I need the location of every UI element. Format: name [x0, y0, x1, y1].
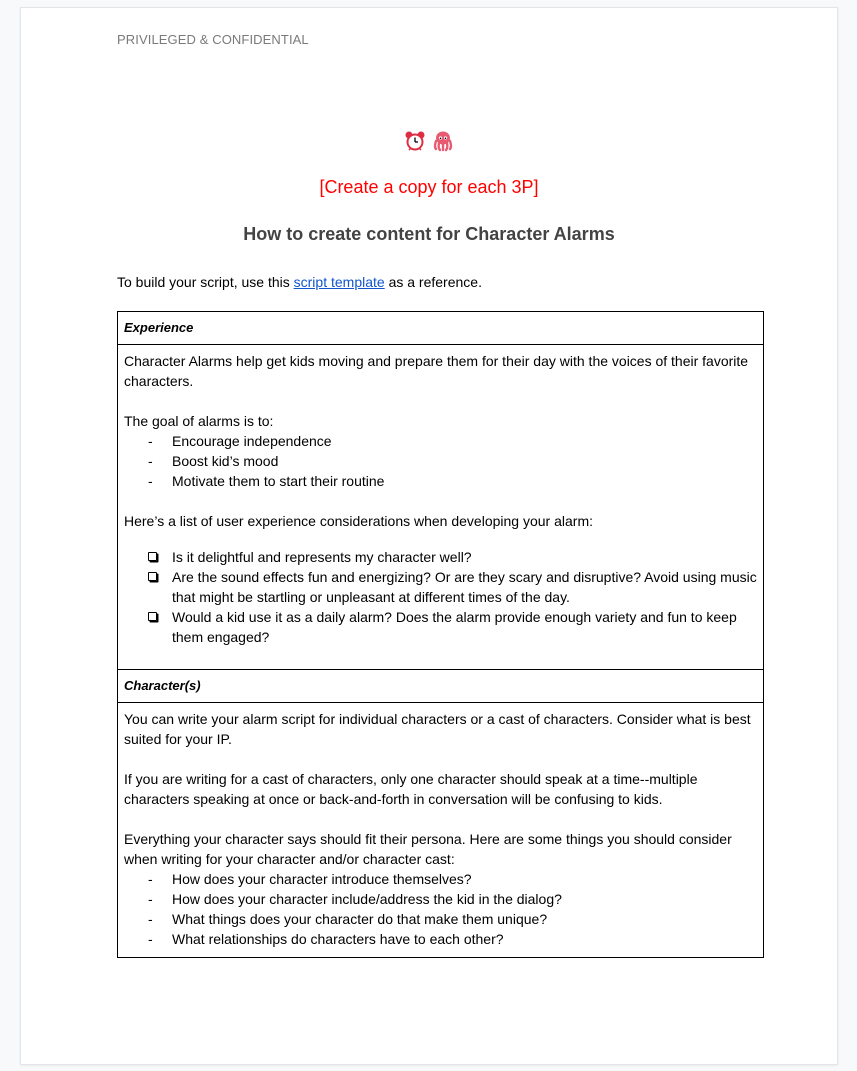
- characters-heading: Character(s): [118, 670, 764, 703]
- checklist-item-text: Are the sound effects fun and energizing? Or are they scary and disruptive? Avoid using music that might be startling or unpleasant at different times of the day.: [172, 569, 757, 605]
- content-guidelines-table: [117, 311, 764, 958]
- characters-cell: [118, 703, 764, 958]
- characters-para-3: Everything your character says should fit their persona. Here are some things you should consider when writing for your character and/or character cast:: [124, 831, 732, 867]
- character-questions-list: [124, 869, 757, 949]
- document-title: How to create content for Character Alarms: [243, 224, 615, 244]
- emoji-row: [21, 126, 837, 154]
- intro-text-before: To build your script, use this: [117, 274, 294, 290]
- checklist-item: [124, 607, 757, 647]
- checklist-item: [124, 567, 757, 607]
- confidential-header: PRIVILEGED & CONFIDENTIAL: [117, 32, 309, 47]
- checkbox-icon: [148, 572, 157, 581]
- list-item: - What relationships do characters have to each other?: [124, 929, 757, 949]
- list-item: - What things does your character do that make them unique?: [124, 909, 757, 929]
- intro-paragraph: [117, 272, 482, 292]
- characters-para-1: You can write your alarm script for individual characters or a cast of characters. Consider what is best suited for your IP.: [124, 711, 751, 747]
- experience-intro: Character Alarms help get kids moving and prepare them for their day with the voices of their favorite characters.: [124, 353, 749, 389]
- considerations-checklist: [124, 547, 757, 647]
- list-item: - How does your character include/address the kid in the dialog?: [124, 889, 757, 909]
- checkbox-icon: [148, 612, 157, 621]
- document-page: [21, 8, 837, 1064]
- considerations-intro: Here’s a list of user experience considerations when developing your alarm:: [124, 513, 593, 529]
- list-item: - How does your character introduce themselves?: [124, 869, 757, 889]
- checkbox-icon: [148, 552, 157, 561]
- checklist-item-text: Is it delightful and represents my character well?: [172, 549, 472, 565]
- checklist-item-text: Would a kid use it as a daily alarm? Does the alarm provide enough variety and fun to keep them engaged?: [172, 609, 737, 645]
- copy-instruction: [Create a copy for each 3P]: [319, 177, 539, 197]
- script-template-link[interactable]: script template: [293, 274, 385, 290]
- list-item: - Encourage independence: [124, 431, 757, 451]
- goals-list: [124, 431, 757, 491]
- checklist-item: [124, 547, 757, 567]
- alarm-clock-icon: [404, 130, 426, 152]
- experience-heading: Experience: [118, 312, 764, 345]
- goal-intro: The goal of alarms is to:: [124, 413, 274, 429]
- list-item: - Motivate them to start their routine: [124, 471, 757, 491]
- characters-para-2: If you are writing for a cast of characters, only one character should speak at a time--multiple characters speaking at once or back-and-forth in conversation will be confusing to kids.: [124, 771, 698, 807]
- octopus-icon: [432, 130, 454, 152]
- list-item: - Boost kid’s mood: [124, 451, 757, 471]
- experience-cell: [118, 345, 764, 670]
- intro-text-after: as a reference.: [384, 274, 482, 290]
